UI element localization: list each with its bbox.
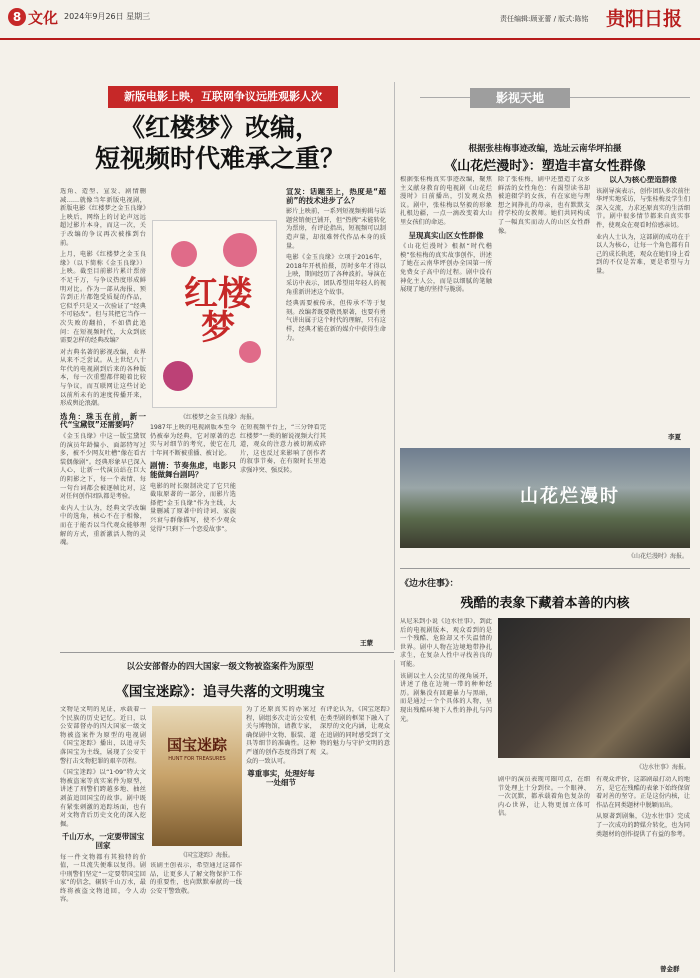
- issue-date: 2024年9月26日 星期三: [64, 12, 151, 21]
- story-a-subhead1: 选角：珠玉在前，新一代“宝黛钗”还需要吗？: [60, 411, 146, 430]
- story-b-subhead1: 呈现真实山区女性群像: [408, 230, 484, 240]
- story-d-photo-caption: 《边水往事》海报。: [636, 764, 691, 771]
- newspaper-logo: 贵阳日报: [606, 8, 683, 30]
- story-a-para6: 电影的时长限制决定了它只能截取原著的一部分，而影片选择把“金玉良缘”作为主线，大量删减了原著中的诗词、家族兴衰与群像描写，使不少观众觉得“只剩下一个恋爱故事”。: [150, 482, 236, 533]
- story-d-author: 曾金群: [660, 965, 680, 973]
- story-a-intro: 选角、造型、宣发、剧情删减……就像当年新版电视剧，新版电影《红楼梦之金玉良缘》上映后，网络上的讨论声远远超过影片本身，而这一次，关于改编的争议再次被推到台前。: [60, 188, 146, 247]
- story-b-photo-title: 山花烂漫时: [520, 486, 620, 507]
- story-b-col2: [498, 176, 590, 426]
- story-d-para5: 从原著到剧集，《边水往事》完成了一次成功的跨媒介转化，也为同类题材的创作提供了有益的参考。: [596, 813, 690, 838]
- story-c-poster-title: 国宝迷踪: [166, 736, 227, 754]
- story-c-col4: [320, 706, 390, 972]
- story-a-para3: 《金玉良缘》中这一版宝黛钗的演员年龄偏小、面部特写过多，被不少网友吐槽“像在看古装偶像剧”。经典形象早已深入人心，让新一代演员站在巨大的阴影之下，每一个表情、每一句台词都会被逐帧比对，这对任何创作团队都是考验。: [60, 433, 146, 501]
- story-a-para4: 业内人士认为，经典文学改编中的选角，核心不在于相像，而在于能否以当代观众能够理解的方式，重新激活人物的灵魂。: [60, 504, 146, 547]
- story-b-para2: 《山花烂漫时》根据“时代楷模”张桂梅的真实故事创作，讲述了她在云南华坪创办全国第一所免费女子高中的过程。剧中没有神化主人公，而是以细腻的笔触展现了她的坚持与脆弱。: [400, 243, 492, 294]
- story-b-para3: 除了张桂梅，剧中还塑造了众多鲜活的女性角色：有渴望读书却被迫辍学的女孩，有在家庭与理想之间挣扎的母亲，也有默默支持学校的女教师。她们共同构成了一幅真实而动人的山区女性群像。: [498, 176, 590, 235]
- story-c-para1: 文物是文明的见证，承载着一个民族的历史记忆。近日，以公安部督办的四大国家一级文物被盗案件为原型的电视剧《国宝迷踪》播出，以追寻失落国宝为主线，展现了公安干警打击文物犯罪的艰辛历程。: [60, 706, 146, 765]
- column-divider-bottom: [394, 660, 395, 972]
- story-c-poster-caption: 《国宝迷踪》海报。: [180, 852, 235, 859]
- story-a-col4: [286, 188, 386, 628]
- story-a-para1: 上月，电影《红楼梦之金玉良缘》（以下简称《金玉良缘》）上映。截至目前影片累计票房不足千万，与争议热度形成鲜明对比。作为一部从海报、预告到正片都饱受质疑的作品，它似乎只是又一次验证了“经典不可轻改”。但与其把它当作一次失败的翻拍，不如借此追问：在短视频时代，大众到底需要怎样的经典改编？: [60, 251, 146, 345]
- story-d-subtitle: 《边水往事》：: [400, 579, 459, 589]
- story-c-poster: [152, 706, 242, 846]
- section-header-label: 影视天地: [495, 91, 544, 105]
- story-c-para5: 为了还原真实的办案过程，剧组多次走访公安机关与博物馆，请教专家，确保剧中文物、服装、道具等细节的准确性。这种严谨的创作态度得到了观众的一致认可。: [246, 706, 316, 765]
- story-c-col3: [246, 706, 316, 972]
- story-b-para1: 根据张桂梅真实事迹改编，聚焦主义献身教育的电视剧《山花烂漫时》日前播出，引发观众热议。剧中，张桂梅以坚毅的形象扎根边疆，一点一滴改变着大山里女孩们的命运。: [400, 176, 492, 226]
- story-b-photo-caption: 《山花烂漫时》海报。: [628, 553, 689, 560]
- story-b-col1: [400, 176, 492, 426]
- story-c-headline: 《国宝迷踪》：追寻失落的文明瑰宝: [115, 684, 325, 700]
- story-a-para5: 1987年上映的电视剧版本至今仍被奉为经典，它对原著的忠实与对细节的考究，使它在几十年间不断被重播、被讨论。: [150, 424, 236, 457]
- page-number-badge: 8: [8, 8, 26, 26]
- story-c-subtitle: 以公安部督办的四大国家一级文物被盗案件为原型: [126, 662, 314, 672]
- story-b-subtitle: 根据张桂梅事迹改编，选址云南华坪拍摄: [468, 144, 622, 154]
- story-a-para2: 对古典名著的影视改编，业界从来不乏尝试。从上世纪八十年代的电视剧到后来的各种版本，每一次重塑都伴随着比较与争议，而互联网让这些讨论以前所未有的速度传播开来，形成舆论浪潮。: [60, 348, 146, 408]
- story-c-para4: 该剧主创表示，希望通过这部作品，让更多人了解文物保护工作的重要性，也向默默奉献的一线公安干警致敬。: [150, 862, 242, 895]
- story-a-poster: [152, 220, 277, 408]
- column-divider: [394, 82, 395, 650]
- story-b-photo: [400, 448, 690, 548]
- story-b-headline: 《山花烂漫时》：塑造丰富女性群像: [444, 159, 646, 174]
- story-c-subhead2: 尊重事实，处理好每一处细节: [247, 769, 315, 787]
- story-c-para3: 每一件文物都有其独特的价值，一旦流失便难以复得。剧中刑警们坚定“一定要带国宝回家”的信念，辗转千山万水，最终将被盗文物追回，令人动容。: [60, 853, 146, 904]
- story-a-para10: 经典需要被传承，但传承不等于复刻。改编者既要敬畏原著，也要有勇气讲出属于这个时代的理解，只有这样，经典才能在新的媒介中获得生命力。: [286, 300, 386, 342]
- story-c-para2: 《国宝迷踪》以“1·09”特大文物被盗案等真实案件为原型，讲述了刑警们跨越多地、抽丝剥茧追回国宝的故事。剧中既有紧张刺激的追踪场面，也有对文物背后历史文化的深入挖掘。: [60, 769, 146, 828]
- story-c-poster-en: HUNT FOR TREASURES: [168, 756, 226, 762]
- story-a-col1: [60, 188, 146, 648]
- story-a-author: 王蒙: [360, 639, 373, 647]
- story-c-para6: 有评论认为，《国宝迷踪》在类型剧的框架下融入了深厚的文化内涵，让观众在追剧的同时感受到了文物的魅力与守护文明的意义。: [320, 706, 390, 756]
- story-c-col2: [150, 862, 242, 972]
- story-a-banner: 新版电影上映，互联网争议远胜观影人次: [108, 86, 338, 108]
- story-b-para5: 业内人士认为，这部剧的成功在于以人为核心，让每一个角色都有自己的成长轨迹，观众在她们身上看到的不仅是苦难，更是希望与力量。: [596, 233, 690, 275]
- story-d-heading: [400, 576, 690, 611]
- story-b-para4: 该剧导演表示，创作团队多次前往华坪实地采访，与张桂梅及学生们深入交流，力求还原真实的生活细节。剧中很多情节都来自真实事件，使观众在观看时倍感亲切。: [596, 187, 690, 229]
- story-d-para2: 该剧以主人公沈星的视角展开，讲述了他在边境一带的种种经历。剧集没有回避暴力与黑暗，而是通过一个个具体的人物，呈现出残酷环境下人性的挣扎与闪光。: [400, 672, 492, 723]
- story-a-para8: 影片上映前，一系列短视频剪辑与话题营销便已铺开，但“热搜”未能转化为票房，有评论指出，短视频可以制造声量，却很难替代作品本身的质量。: [286, 208, 386, 250]
- story-b-author: 李夏: [668, 433, 681, 441]
- story-d-para3: 剧中的演员表现可圈可点，在细节处理上十分到位。一个眼神、一次沉默，都承载着角色复杂的内心世界，让人物更加立体可信。: [498, 776, 590, 818]
- section-title: 文化: [28, 9, 59, 27]
- story-b-bottom-rule: [400, 568, 690, 569]
- story-b-subhead2: 以人为核心塑造群像: [609, 176, 677, 184]
- story-d-col2: [498, 776, 590, 972]
- story-d-col1: [400, 618, 492, 972]
- story-a-headline-line1: 《红楼梦》改编，: [119, 113, 320, 142]
- story-b-col3: [596, 176, 690, 426]
- masthead: [0, 0, 700, 40]
- story-c-col1: [60, 706, 146, 956]
- story-d-para4: 有观众评价，这部剧最打动人的地方，是它在残酷的表象下始终保留着对善的坚守。正是这份内核，让作品在同类题材中脱颖而出。: [596, 776, 690, 809]
- story-a-bottom-rule: [60, 652, 394, 653]
- editors-credit: 责任编辑:顾亚蕾 / 版式:陈铭: [500, 15, 589, 23]
- story-a-headline: [60, 112, 380, 174]
- section-header: [470, 88, 570, 108]
- story-d-para1: 从尼采到小说《边水往事》，到此后的电视剧版本，观众看到的是一个残酷、危险却又不失温情的世界。剧中人物在边境地带挣扎求生，在复杂人性中寻找善良的可能。: [400, 618, 492, 668]
- story-d-photo: [498, 618, 690, 758]
- story-a-subhead3: 宣发：话题至上，热度是“超前”的技术进步了么？: [286, 188, 386, 205]
- story-d-col3: [596, 776, 690, 962]
- story-a-poster-title: 红楼梦: [184, 274, 252, 348]
- story-a-headline-line2: 短视频时代难承之重？: [94, 144, 345, 173]
- story-c-subhead1: 千山万水，一定要带国宝回家: [61, 832, 145, 850]
- story-d-headline: 残酷的表象下藏着本善的内核: [460, 596, 630, 611]
- story-a-col2: [150, 424, 236, 634]
- story-a-para9: 电影《金玉良缘》立项于2016年，2018年开机拍摄，历时多年才得以上映，期间经历了各种波折。导演在采访中表示，团队希望用年轻人的视角重新讲述这个故事。: [286, 254, 386, 296]
- story-a-para7: 在短视频平台上，“三分钟看完红楼梦”一类的解说视频大行其道，观众的注意力被切割成碎片，这也反过来影响了创作者的叙事节奏，在有限时长里追求强冲突、强反转。: [240, 424, 326, 474]
- story-a-poster-caption: 《红楼梦之金玉良缘》海报。: [180, 414, 259, 421]
- story-a-subhead2: 剧情：节奏焦虑，电影只能做舞台剧吗？: [150, 461, 236, 479]
